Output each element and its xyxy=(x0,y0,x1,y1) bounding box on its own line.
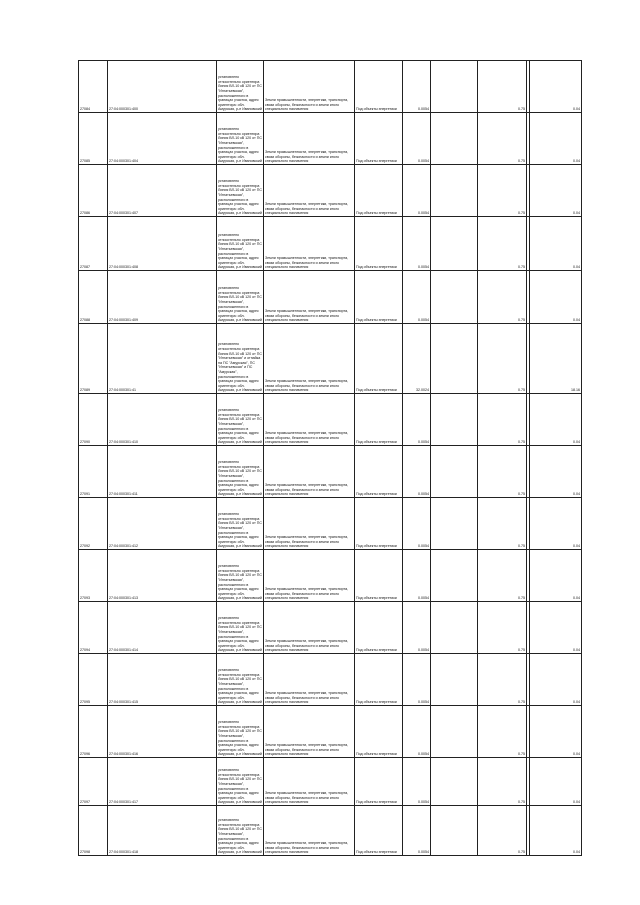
empty-cell xyxy=(431,61,478,113)
table-row xyxy=(79,394,582,446)
table-row xyxy=(79,706,582,758)
table-row xyxy=(79,217,582,271)
location-description xyxy=(217,654,264,706)
tax-rate: 0.75 xyxy=(478,498,527,550)
row-number: 27084 xyxy=(79,61,108,113)
permitted-use: Под объекты энергетики xyxy=(355,394,403,446)
empty-cell xyxy=(431,446,478,498)
empty-cell xyxy=(431,602,478,654)
cadastral-number: 27:04:000301:412 xyxy=(108,498,217,550)
location-description xyxy=(217,394,264,446)
land-category: Земли промышленности, энергетики, транспорта, связи обороны, безопасности и земли иного специального назначения xyxy=(264,394,355,446)
area-value: 0.0054 xyxy=(403,654,431,706)
cadastral-number: 27:04:000301:411 xyxy=(108,446,217,498)
tax-amount: 0.04 xyxy=(530,217,582,271)
tax-rate: 0.75 xyxy=(478,654,527,706)
land-category: Земли промышленности, энергетики, транспорта, связи обороны, безопасности и земли иного специального назначения xyxy=(264,217,355,271)
table-body xyxy=(79,61,582,856)
land-category: Земли промышленности, энергетики, транспорта, связи обороны, безопасности и земли иного специального назначения xyxy=(264,271,355,324)
cadastral-number: 27:04:000301:41 xyxy=(108,324,217,394)
tax-rate: 0.75 xyxy=(478,394,527,446)
row-number: 27096 xyxy=(79,706,108,758)
location-description xyxy=(217,602,264,654)
location-text: установлено относительно ориентира Линия ВЛ-10 кВ 120 от ПС "Игнатьевская", расположенного в границах участка, адрес ориентира: обл. Амурская, р-н Ивановский xyxy=(218,408,262,445)
location-text: установлено относительно ориентира Линия ВЛ-10 кВ 120 от ПС "Игнатьевская", расположенного в границах участка, адрес ориентира: обл. Амурская, р-н Ивановский xyxy=(218,768,262,805)
tax-amount: 0.04 xyxy=(530,806,582,856)
tax-amount: 0.04 xyxy=(530,758,582,806)
permitted-use: Под объекты энергетики xyxy=(355,324,403,394)
row-number: 27098 xyxy=(79,806,108,856)
tax-rate: 0.75 xyxy=(478,324,527,394)
table-row xyxy=(79,758,582,806)
row-number: 27091 xyxy=(79,446,108,498)
permitted-use: Под объекты энергетики xyxy=(355,706,403,758)
tax-rate: 0.75 xyxy=(478,550,527,602)
empty-cell xyxy=(431,324,478,394)
area-value: 0.0054 xyxy=(403,806,431,856)
tax-rate: 0.75 xyxy=(478,217,527,271)
location-description xyxy=(217,113,264,165)
location-text: установлено относительно ориентира Линия ВЛ-10 кВ 120 от ПС "Игнатьевская", расположенного в границах участка, адрес ориентира: обл. Амурская, р-н Ивановский xyxy=(218,460,262,497)
tax-amount: 0.04 xyxy=(530,654,582,706)
location-description xyxy=(217,324,264,394)
row-number: 27088 xyxy=(79,271,108,324)
table-row xyxy=(79,602,582,654)
location-description xyxy=(217,271,264,324)
tax-amount: 0.04 xyxy=(530,602,582,654)
cadastral-number: 27:04:000301:410 xyxy=(108,394,217,446)
land-category: Земли промышленности, энергетики, транспорта, связи обороны, безопасности и земли иного специального назначения xyxy=(264,446,355,498)
land-category: Земли промышленности, энергетики, транспорта, связи обороны, безопасности и земли иного специального назначения xyxy=(264,706,355,758)
area-value: 0.0054 xyxy=(403,498,431,550)
location-description xyxy=(217,706,264,758)
area-value: 32.0024 xyxy=(403,324,431,394)
cadastral-number: 27:04:000301:414 xyxy=(108,602,217,654)
location-description xyxy=(217,806,264,856)
tax-amount: 0.04 xyxy=(530,446,582,498)
cadastral-number: 27:04:000301:417 xyxy=(108,758,217,806)
tax-amount: 0.04 xyxy=(530,271,582,324)
location-description xyxy=(217,217,264,271)
permitted-use: Под объекты энергетики xyxy=(355,165,403,217)
tax-rate: 0.75 xyxy=(478,271,527,324)
document-page xyxy=(78,60,580,856)
permitted-use: Под объекты энергетики xyxy=(355,758,403,806)
area-value: 0.0054 xyxy=(403,61,431,113)
location-text: установлено относительно ориентира Линия ВЛ-10 кВ 120 от ПС "Игнатьевская", расположенного в границах участка, адрес ориентира: обл. Амурская, р-н Ивановский xyxy=(218,720,262,757)
permitted-use: Под объекты энергетики xyxy=(355,550,403,602)
permitted-use: Под объекты энергетики xyxy=(355,217,403,271)
location-text: установлено относительно ориентира Линия ВЛ-10 кВ 120 от ПС "Игнатьевская", расположенного в границах участка, адрес ориентира: обл. Амурская, р-н Ивановский xyxy=(218,179,262,216)
table-row xyxy=(79,498,582,550)
tax-amount: 18.16 xyxy=(530,324,582,394)
empty-cell xyxy=(431,271,478,324)
area-value: 0.0054 xyxy=(403,394,431,446)
tax-amount: 0.04 xyxy=(530,113,582,165)
location-text: установлено относительно ориентира Линия ВЛ-10 кВ 120 от ПС "Игнатьевская", расположенного в границах участка, адрес ориентира: обл. Амурская, р-н Ивановский xyxy=(218,233,262,270)
location-text: установлено относительно ориентира Линия ВЛ-10 кВ 120 от ПС "Игнатьевская", расположенного в границах участка, адрес ориентира: обл. Амурская, р-н Ивановский xyxy=(218,616,262,653)
area-value: 0.0054 xyxy=(403,602,431,654)
land-category: Земли промышленности, энергетики, транспорта, связи обороны, безопасности и земли иного специального назначения xyxy=(264,602,355,654)
permitted-use: Под объекты энергетики xyxy=(355,806,403,856)
land-category: Земли промышленности, энергетики, транспорта, связи обороны, безопасности и земли иного специального назначения xyxy=(264,324,355,394)
location-text: установлено относительно ориентира Линия ВЛ-10 кВ 120 от ПС "Игнатьевская", расположенного в границах участка, адрес ориентира: обл. Амурская, р-н Ивановский xyxy=(218,818,262,855)
tax-amount: 0.04 xyxy=(530,61,582,113)
area-value: 0.0054 xyxy=(403,550,431,602)
cadastral-number: 27:04:000301:408 xyxy=(108,217,217,271)
row-number: 27097 xyxy=(79,758,108,806)
location-text: установлено относительно ориентира Линия ВЛ-10 кВ 120 от ПС "Игнатьевская", расположенного в границах участка, адрес ориентира: обл. Амурская, р-н Ивановский xyxy=(218,75,262,112)
land-category: Земли промышленности, энергетики, транспорта, связи обороны, безопасности и земли иного специального назначения xyxy=(264,806,355,856)
cadastral-number: 27:04:000301:418 xyxy=(108,806,217,856)
area-value: 0.0054 xyxy=(403,113,431,165)
tax-amount: 0.04 xyxy=(530,165,582,217)
empty-cell xyxy=(431,217,478,271)
tax-rate: 0.75 xyxy=(478,165,527,217)
permitted-use: Под объекты энергетики xyxy=(355,602,403,654)
empty-cell xyxy=(431,706,478,758)
permitted-use: Под объекты энергетики xyxy=(355,61,403,113)
location-text: установлено относительно ориентира Линия ВЛ-10 кВ 120 от ПС "Игнатьевская", расположенного в границах участка, адрес ориентира: обл. Амурская, р-н Ивановский xyxy=(218,668,262,705)
tax-rate: 0.75 xyxy=(478,113,527,165)
land-category: Земли промышленности, энергетики, транспорта, связи обороны, безопасности и земли иного специального назначения xyxy=(264,498,355,550)
location-text: установлено относительно ориентира Линия ВЛ-10 кВ 120 от ПС "Игнатьевская", расположенного в границах участка, адрес ориентира: обл. Амурская, р-н Ивановский xyxy=(218,286,262,323)
tax-rate: 0.75 xyxy=(478,602,527,654)
location-description xyxy=(217,498,264,550)
row-number: 27093 xyxy=(79,550,108,602)
table-row xyxy=(79,550,582,602)
tax-rate: 0.75 xyxy=(478,758,527,806)
cadastral-number: 27:04:000301:407 xyxy=(108,165,217,217)
location-description xyxy=(217,165,264,217)
tax-rate: 0.75 xyxy=(478,446,527,498)
empty-cell xyxy=(431,498,478,550)
row-number: 27092 xyxy=(79,498,108,550)
land-category: Земли промышленности, энергетики, транспорта, связи обороны, безопасности и земли иного специального назначения xyxy=(264,758,355,806)
cadastral-number: 27:04:000301:416 xyxy=(108,706,217,758)
permitted-use: Под объекты энергетики xyxy=(355,271,403,324)
permitted-use: Под объекты энергетики xyxy=(355,446,403,498)
table-row xyxy=(79,654,582,706)
table-row xyxy=(79,324,582,394)
location-text: установлено относительно ориентира Линия ВЛ-10 кВ 120 от ПС "Игнатьевская" и отпайка на ПС "Амурская", ПС "Игнатьевская" и ПС "Амурская", расположенного в границах участка, адрес ориентира: обл. Амурская, р-н Ивановский xyxy=(218,342,262,393)
cadastral-number: 27:04:000301:404 xyxy=(108,113,217,165)
location-description xyxy=(217,61,264,113)
location-text: установлено относительно ориентира Линия ВЛ-10 кВ 120 от ПС "Игнатьевская", расположенного в границах участка, адрес ориентира: обл. Амурская, р-н Ивановский xyxy=(218,127,262,164)
row-number: 27090 xyxy=(79,394,108,446)
permitted-use: Под объекты энергетики xyxy=(355,498,403,550)
empty-cell xyxy=(431,758,478,806)
table-row xyxy=(79,61,582,113)
tax-rate: 0.75 xyxy=(478,806,527,856)
area-value: 0.0054 xyxy=(403,758,431,806)
location-text: установлено относительно ориентира Линия ВЛ-10 кВ 120 от ПС "Игнатьевская", расположенного в границах участка, адрес ориентира: обл. Амурская, р-н Ивановский xyxy=(218,564,262,601)
area-value: 0.0054 xyxy=(403,217,431,271)
land-category: Земли промышленности, энергетики, транспорта, связи обороны, безопасности и земли иного специального назначения xyxy=(264,165,355,217)
table-row xyxy=(79,446,582,498)
table-row xyxy=(79,165,582,217)
land-category: Земли промышленности, энергетики, транспорта, связи обороны, безопасности и земли иного специального назначения xyxy=(264,113,355,165)
area-value: 0.0054 xyxy=(403,165,431,217)
tax-amount: 0.04 xyxy=(530,550,582,602)
row-number: 27094 xyxy=(79,602,108,654)
tax-rate: 0.75 xyxy=(478,706,527,758)
tax-amount: 0.04 xyxy=(530,706,582,758)
row-number: 27089 xyxy=(79,324,108,394)
empty-cell xyxy=(431,550,478,602)
empty-cell xyxy=(431,806,478,856)
land-category: Земли промышленности, энергетики, транспорта, связи обороны, безопасности и земли иного специального назначения xyxy=(264,654,355,706)
location-description xyxy=(217,550,264,602)
land-category: Земли промышленности, энергетики, транспорта, связи обороны, безопасности и земли иного специального назначения xyxy=(264,550,355,602)
cadastral-number: 27:04:000301:409 xyxy=(108,271,217,324)
tax-rate: 0.75 xyxy=(478,61,527,113)
area-value: 0.0054 xyxy=(403,271,431,324)
permitted-use: Под объекты энергетики xyxy=(355,654,403,706)
cadastral-number: 27:04:000301:415 xyxy=(108,654,217,706)
empty-cell xyxy=(431,165,478,217)
location-description xyxy=(217,758,264,806)
empty-cell xyxy=(431,394,478,446)
empty-cell xyxy=(431,113,478,165)
cadastral-number: 27:04:000301:400 xyxy=(108,61,217,113)
table-row xyxy=(79,113,582,165)
row-number: 27086 xyxy=(79,165,108,217)
empty-cell xyxy=(431,654,478,706)
row-number: 27087 xyxy=(79,217,108,271)
permitted-use: Под объекты энергетики xyxy=(355,113,403,165)
land-tax-table xyxy=(78,60,582,856)
location-description xyxy=(217,446,264,498)
table-row xyxy=(79,806,582,856)
cadastral-number: 27:04:000301:413 xyxy=(108,550,217,602)
location-text: установлено относительно ориентира Линия ВЛ-10 кВ 120 от ПС "Игнатьевская", расположенного в границах участка, адрес ориентира: обл. Амурская, р-н Ивановский xyxy=(218,512,262,549)
land-category: Земли промышленности, энергетики, транспорта, связи обороны, безопасности и земли иного специального назначения xyxy=(264,61,355,113)
row-number: 27085 xyxy=(79,113,108,165)
tax-amount: 0.04 xyxy=(530,394,582,446)
row-number: 27095 xyxy=(79,654,108,706)
tax-amount: 0.04 xyxy=(530,498,582,550)
area-value: 0.0054 xyxy=(403,446,431,498)
table-row xyxy=(79,271,582,324)
area-value: 0.0054 xyxy=(403,706,431,758)
